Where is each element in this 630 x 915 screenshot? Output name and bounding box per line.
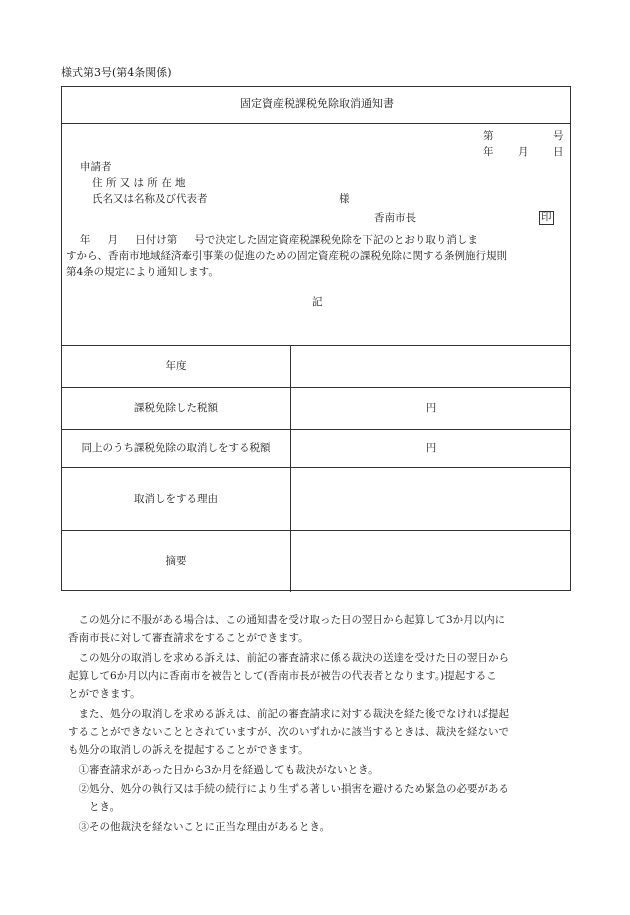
name-label: 氏名又は名称及び代表者 bbox=[92, 193, 208, 205]
table-row-label-cancel-amount: 同上のうち課税免除の取消しをする税額 bbox=[81, 442, 271, 454]
row-divider bbox=[62, 429, 570, 430]
title-divider bbox=[62, 123, 570, 124]
issuer-title: 香南市長 bbox=[374, 212, 416, 224]
date-year: 年 bbox=[483, 146, 494, 158]
body-line-3: 第4条の規定により通知します。 bbox=[66, 266, 219, 278]
column-divider bbox=[290, 345, 291, 592]
notice-form bbox=[61, 86, 571, 591]
document-title: 固定資産税課税免除取消通知書 bbox=[240, 97, 394, 110]
table-row-label-remarks: 摘要 bbox=[165, 555, 187, 567]
note-line: 起算して6か月以内に香南市を被告として(香南市長が被告の代表者となります。)提起するこ bbox=[68, 670, 497, 682]
table-row-label-exempt-amount: 課税免除した税額 bbox=[134, 402, 218, 414]
note-line: この処分の取消しを求める訴えは、前記の審査請求に係る裁決の送達を受けた日の翌日から bbox=[68, 652, 509, 664]
seal-mark bbox=[539, 210, 554, 225]
note-line: ②処分、処分の執行又は手続の続行により生ずる著しい損害を避けるため緊急の必要がある bbox=[68, 783, 509, 795]
note-line: も処分の取消しの訴えを提起することができます。 bbox=[68, 744, 309, 756]
number-prefix: 第 bbox=[483, 130, 494, 142]
row-divider bbox=[62, 387, 570, 388]
table-row-unit-yen: 円 bbox=[425, 442, 437, 454]
table-row-label-year: 年度 bbox=[165, 360, 187, 372]
note-line: することができないこととされていますが、次のいずれかに該当するときは、裁決を経ないで bbox=[68, 726, 509, 738]
note-line: ①審査請求があった日から3か月を経過しても裁決がないとき。 bbox=[68, 764, 379, 776]
body-line-2: すから、香南市地域経済牽引事業の促進のための固定資産税の課税免除に関する条例施行規則 bbox=[66, 250, 507, 262]
table-top-border bbox=[62, 345, 570, 346]
row-divider bbox=[62, 530, 570, 531]
note-line: とき。 bbox=[68, 801, 121, 813]
address-label: 住 所 又 は 所 在 地 bbox=[92, 177, 186, 189]
note-line: ③その他裁決を経ないことに正当な理由があるとき。 bbox=[68, 821, 331, 833]
table-row-label-reason: 取消しをする理由 bbox=[134, 493, 218, 505]
row-divider bbox=[62, 467, 570, 468]
seal-text: 印 bbox=[541, 211, 552, 223]
note-line: とができます。 bbox=[68, 688, 141, 700]
body-line-1: 年 月 日付け第 号で決定した固定資産税課税免除を下記のとおり取り消しま bbox=[66, 234, 478, 246]
note-line: 香南市長に対して審査請求をすることができます。 bbox=[68, 632, 309, 644]
applicant-heading: 申請者 bbox=[80, 161, 112, 173]
date-day: 日 bbox=[553, 146, 564, 158]
note-line: また、処分の取消しを求める訴えは、前記の審査請求に対する裁決を経た後でなければ提起 bbox=[68, 708, 509, 720]
table-row-unit-yen: 円 bbox=[425, 402, 437, 414]
note-line: この処分に不服がある場合は、この通知書を受け取った日の翌日から起算して3か月以内に bbox=[68, 614, 506, 626]
form-number-label: 様式第3号(第4条関係) bbox=[61, 66, 172, 79]
honorific: 様 bbox=[339, 193, 350, 205]
ki-label: 記 bbox=[312, 296, 323, 308]
date-month: 月 bbox=[518, 146, 529, 158]
number-suffix: 号 bbox=[553, 130, 564, 142]
